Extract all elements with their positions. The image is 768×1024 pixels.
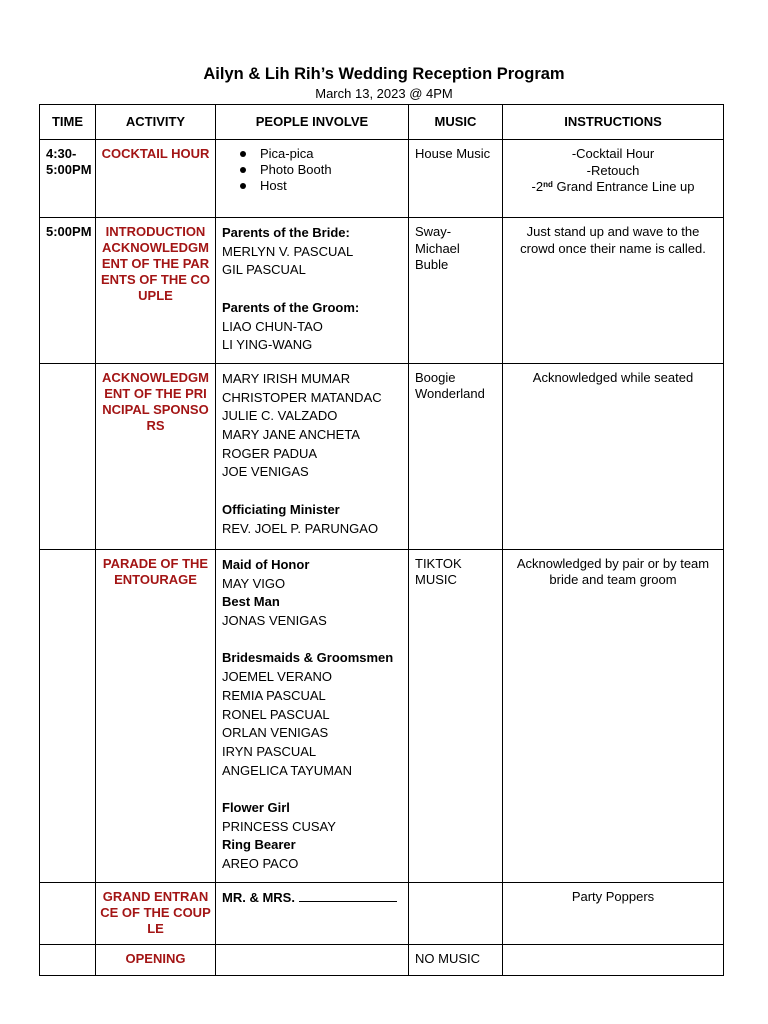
time-cell: [40, 549, 96, 882]
instruction-text: Just stand up and wave to the crowd once their name is called.: [520, 224, 706, 256]
flower-girl-heading: Flower Girl: [222, 800, 290, 816]
person-name: JOEMEL VERANO: [222, 669, 333, 685]
instruction-text: Acknowledged by pair or by team bride and team groom: [516, 555, 710, 588]
activity-text: INTRODUCTION ACKNOWLEDGMENT OF THE PARENTS OF THE COUPLE: [100, 224, 211, 303]
column-header-time: TIME: [40, 105, 96, 140]
column-header-activity: ACTIVITY: [96, 105, 216, 140]
activity-cell: [96, 140, 216, 218]
couple-name-field: [222, 889, 402, 908]
activity-text: GRAND ENTRANCE OF THE COUPLE: [100, 888, 211, 936]
person-name: PRINCESS CUSAY: [222, 818, 336, 834]
couple-prefix: MR. & MRS.: [222, 889, 295, 905]
person-name: CHRISTOPER MATANDAC: [222, 389, 382, 405]
ordinal-prefix: -2: [531, 179, 544, 194]
people-list: [222, 146, 402, 194]
person-name: RONEL PASCUAL: [222, 706, 330, 722]
person-name: JOE VENIGAS: [222, 464, 309, 480]
time-cell: [40, 882, 96, 944]
list-item: Pica-pica: [260, 146, 402, 162]
music-cell: [409, 218, 503, 364]
people-cell: [216, 944, 409, 975]
list-item: Photo Booth: [260, 162, 402, 178]
instructions-cell: [503, 363, 724, 549]
music-cell: [409, 944, 503, 975]
instruction-text: Acknowledged while seated: [532, 369, 694, 385]
table-row: [40, 944, 724, 975]
column-header-music: MUSIC: [409, 105, 503, 140]
instructions-cell: [503, 882, 724, 944]
music-cell: [409, 882, 503, 944]
ordinal-rest: Grand Entrance Line up: [552, 179, 695, 194]
table-row: [40, 140, 724, 218]
music-text: NO MUSIC: [415, 950, 480, 966]
time-text: 4:30-5:00PM: [46, 146, 92, 177]
music-cell: [409, 363, 503, 549]
instructions-cell: [503, 218, 724, 364]
music-text: House Music: [415, 146, 491, 161]
instruction-line: -Cocktail Hour: [571, 146, 655, 161]
people-cell: [216, 218, 409, 364]
time-cell: [40, 218, 96, 364]
person-name: MERLYN V. PASCUAL: [222, 243, 354, 259]
person-name: MAY VIGO: [222, 575, 286, 591]
list-item: Host: [260, 178, 402, 194]
people-cell: [216, 549, 409, 882]
activity-text: PARADE OF THE ENTOURAGE: [102, 555, 209, 587]
entourage-heading: Bridesmaids & Groomsmen: [222, 650, 394, 666]
person-name: LI YING-WANG: [222, 337, 313, 353]
program-title: Ailyn & Lih Rih’s Wedding Reception Program: [203, 65, 565, 83]
instructions-cell: [503, 549, 724, 882]
table-row: [40, 549, 724, 882]
ordinal-suffix: nd: [543, 180, 553, 189]
activity-text: OPENING: [125, 950, 186, 966]
person-name: ORLAN VENIGAS: [222, 725, 329, 741]
table-header-row: [40, 105, 724, 140]
column-header-people: PEOPLE INVOLVE: [216, 105, 409, 140]
people-cell: [216, 882, 409, 944]
ring-bearer-heading: Ring Bearer: [222, 837, 296, 853]
time-cell: [40, 140, 96, 218]
name-blank-line: [299, 891, 397, 902]
person-name: GIL PASCUAL: [222, 262, 306, 278]
person-name: ANGELICA TAYUMAN: [222, 762, 353, 778]
column-header-instructions: INSTRUCTIONS: [503, 105, 724, 140]
person-name: IRYN PASCUAL: [222, 743, 317, 759]
time-cell: [40, 363, 96, 549]
table-row: [40, 363, 724, 549]
instructions-cell: [503, 140, 724, 218]
instruction-line: [509, 179, 717, 196]
music-text: Sway- Michael Buble: [415, 224, 460, 272]
person-name: REV. JOEL P. PARUNGAO: [222, 520, 379, 536]
time-text: 5:00PM: [46, 224, 92, 239]
instructions-cell: [503, 944, 724, 975]
activity-cell: [96, 549, 216, 882]
program-table: [39, 104, 724, 976]
table-row: [40, 882, 724, 944]
music-cell: [409, 549, 503, 882]
instruction-line: -Retouch: [586, 162, 640, 178]
activity-cell: [96, 944, 216, 975]
maid-of-honor-heading: Maid of Honor: [222, 556, 310, 572]
person-name: ROGER PADUA: [222, 445, 318, 461]
music-text: Boogie Wonderland: [415, 369, 485, 402]
music-text: TIKTOK MUSIC: [415, 555, 462, 588]
people-cell: [216, 140, 409, 218]
person-name: REMIA PASCUAL: [222, 687, 326, 703]
activity-text: ACKNOWLEDGMENT OF THE PRINCIPAL SPONSORS: [102, 369, 209, 433]
activity-cell: [96, 218, 216, 364]
bride-parents-heading: Parents of the Bride:: [222, 225, 350, 240]
program-date: March 13, 2023 @ 4PM: [315, 86, 453, 101]
person-name: LIAO CHUN-TAO: [222, 318, 323, 334]
best-man-heading: Best Man: [222, 594, 280, 610]
table-row: [40, 218, 724, 364]
person-name: JONAS VENIGAS: [222, 613, 327, 629]
minister-heading: Officiating Minister: [222, 501, 340, 517]
activity-cell: [96, 363, 216, 549]
groom-parents-heading: Parents of the Groom:: [222, 299, 360, 315]
person-name: JULIE C. VALZADO: [222, 408, 338, 424]
activity-text: COCKTAIL HOUR: [101, 146, 210, 161]
activity-cell: [96, 882, 216, 944]
person-name: MARY IRISH MUMAR: [222, 370, 351, 386]
instruction-text: Party Poppers: [571, 888, 655, 904]
people-cell: [216, 363, 409, 549]
time-cell: [40, 944, 96, 975]
person-name: AREO PACO: [222, 856, 299, 872]
music-cell: [409, 140, 503, 218]
person-name: MARY JANE ANCHETA: [222, 427, 360, 443]
